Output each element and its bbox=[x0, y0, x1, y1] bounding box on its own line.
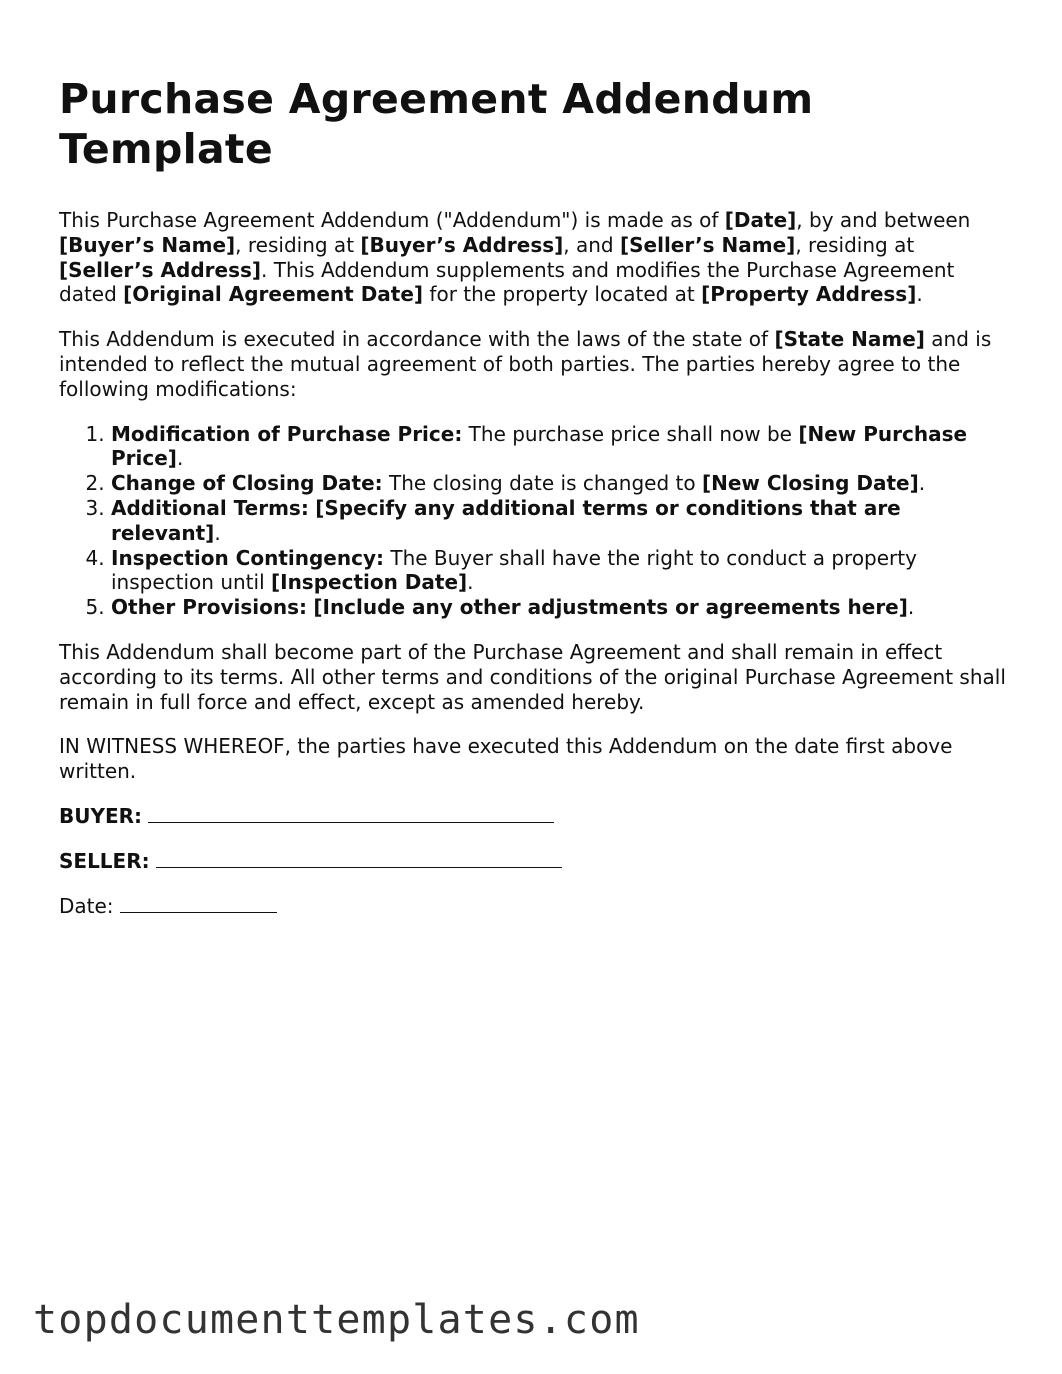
document-title: Purchase Agreement Addendum Template bbox=[59, 75, 814, 173]
date-signature-label: Date: bbox=[59, 893, 114, 918]
item-label: Additional Terms: bbox=[111, 495, 309, 520]
list-item bbox=[111, 422, 1009, 472]
item-end: . bbox=[176, 446, 184, 471]
seller-signature-label: SELLER: bbox=[59, 848, 150, 873]
watermark: topdocumenttemplates.com bbox=[33, 1297, 640, 1343]
original-date-placeholder: [Original Agreement Date] bbox=[123, 282, 424, 307]
item-placeholder: [Include any other adjustments or agreements here] bbox=[313, 595, 908, 620]
date-signature-line[interactable] bbox=[120, 894, 277, 913]
intro-paragraph bbox=[59, 208, 1009, 307]
buyer-signature-label: BUYER: bbox=[59, 803, 143, 828]
intro-text: for the property located at bbox=[423, 282, 702, 307]
item-placeholder: [Inspection Date] bbox=[270, 570, 468, 595]
intro-text: , residing at bbox=[795, 232, 915, 257]
list-item bbox=[111, 546, 1009, 596]
intro-text: This Purchase Agreement Addendum ("Addendum") is made as of bbox=[59, 208, 725, 232]
witness-paragraph: IN WITNESS WHEREOF, the parties have executed this Addendum on the date first above written. bbox=[59, 734, 953, 784]
law-text: and is intended to reflect the mutual agreement of both parties. The parties hereby agree to the following modifications: bbox=[59, 327, 992, 401]
item-placeholder: [New Closing Date] bbox=[701, 471, 919, 496]
law-paragraph bbox=[59, 327, 1009, 401]
item-end: . bbox=[907, 595, 915, 620]
item-text: The Buyer shall have the right to conduct a property inspection until bbox=[111, 545, 917, 595]
seller-address-placeholder: [Seller’s Address] bbox=[59, 257, 262, 282]
date-placeholder: [Date] bbox=[724, 208, 797, 232]
buyer-address-placeholder: [Buyer’s Address] bbox=[360, 232, 564, 257]
buyer-signature-row bbox=[59, 804, 1009, 829]
list-item bbox=[111, 471, 1009, 496]
item-end: . bbox=[214, 520, 221, 545]
item-placeholder: [Specify any additional terms or conditions that are relevant] bbox=[111, 495, 901, 545]
seller-name-placeholder: [Seller’s Name] bbox=[619, 232, 796, 257]
list-item bbox=[111, 496, 1009, 546]
buyer-name-placeholder: [Buyer’s Name] bbox=[59, 232, 236, 257]
intro-text: . bbox=[916, 282, 923, 307]
property-address-placeholder: [Property Address] bbox=[701, 282, 917, 307]
list-item bbox=[111, 595, 1009, 620]
date-signature-row bbox=[59, 894, 1009, 919]
item-end: . bbox=[467, 570, 474, 595]
item-label: Inspection Contingency: bbox=[111, 545, 384, 570]
seller-signature-row bbox=[59, 849, 1009, 874]
intro-text: , by and between bbox=[796, 208, 971, 232]
intro-text: , and bbox=[563, 232, 620, 257]
item-placeholder: [New Purchase Price] bbox=[111, 421, 968, 471]
item-label: Change of Closing Date: bbox=[111, 471, 383, 496]
law-text: This Addendum is executed in accordance with the laws of the state of bbox=[59, 327, 775, 352]
item-label: Modification of Purchase Price: bbox=[111, 421, 463, 446]
state-placeholder: [State Name] bbox=[774, 327, 925, 352]
intro-text: . This Addendum supplements and modifies the Purchase Agreement dated bbox=[59, 257, 955, 307]
item-text: The purchase price shall now be bbox=[462, 421, 799, 446]
document-page bbox=[59, 74, 1009, 938]
buyer-signature-line[interactable] bbox=[148, 804, 554, 823]
effect-paragraph: This Addendum shall become part of the Purchase Agreement and shall remain in effect according to its terms. All other terms and conditions of the original Purchase Agreement shall remain in full force and effect, except as amended hereby. bbox=[59, 639, 1006, 714]
modifications-list bbox=[59, 422, 1009, 620]
seller-signature-line[interactable] bbox=[156, 849, 562, 868]
item-end: . bbox=[918, 471, 926, 496]
item-text: The closing date is changed to bbox=[382, 471, 702, 496]
intro-text: , residing at bbox=[235, 232, 361, 257]
item-label: Other Provisions: bbox=[111, 595, 307, 620]
